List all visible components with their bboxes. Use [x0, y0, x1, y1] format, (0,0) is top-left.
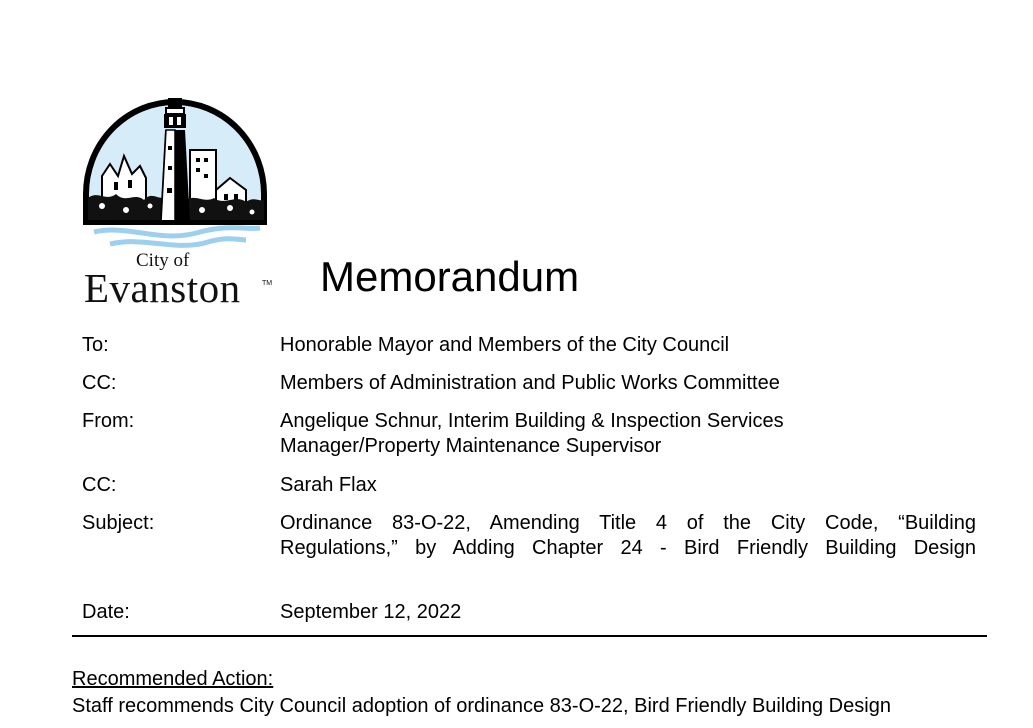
- date-value: September 12, 2022: [280, 601, 462, 623]
- memo-title: Memorandum: [320, 253, 580, 300]
- subject-label: Subject:: [82, 512, 155, 534]
- logo-city-of-text: City of: [136, 250, 190, 271]
- to-label: To:: [82, 334, 109, 356]
- cc-value: Members of Administration and Public Works Committee: [280, 372, 780, 394]
- lighthouse-emblem-icon: [80, 94, 270, 254]
- logo-city-name: Evanston: [84, 265, 241, 311]
- logo-trademark: TM: [262, 280, 273, 287]
- header-divider: [72, 635, 987, 637]
- from-value-line2: Manager/Property Maintenance Supervisor: [280, 435, 662, 457]
- city-logo: [80, 94, 273, 311]
- subject-value-line1: Ordinance 83-O-22, Amending Title 4 of the City Code, “Building: [280, 512, 976, 534]
- subject-value-line2: Regulations,” by Adding Chapter 24 - Bird Friendly Building Design: [280, 537, 976, 559]
- from-value-line1: Angelique Schnur, Interim Building & Inspection Services: [280, 410, 784, 432]
- to-value: Honorable Mayor and Members of the City Council: [280, 334, 730, 356]
- recommended-action-text: Staff recommends City Council adoption of ordinance 83-O-22, Bird Friendly Building Design: [72, 695, 891, 717]
- from-label: From:: [82, 410, 135, 432]
- cc-label: CC:: [82, 372, 117, 394]
- cc-label-2: CC:: [82, 474, 117, 496]
- cc-value-2: Sarah Flax: [280, 474, 377, 496]
- date-label: Date:: [82, 601, 130, 623]
- recommended-action-heading: Recommended Action:: [72, 668, 274, 690]
